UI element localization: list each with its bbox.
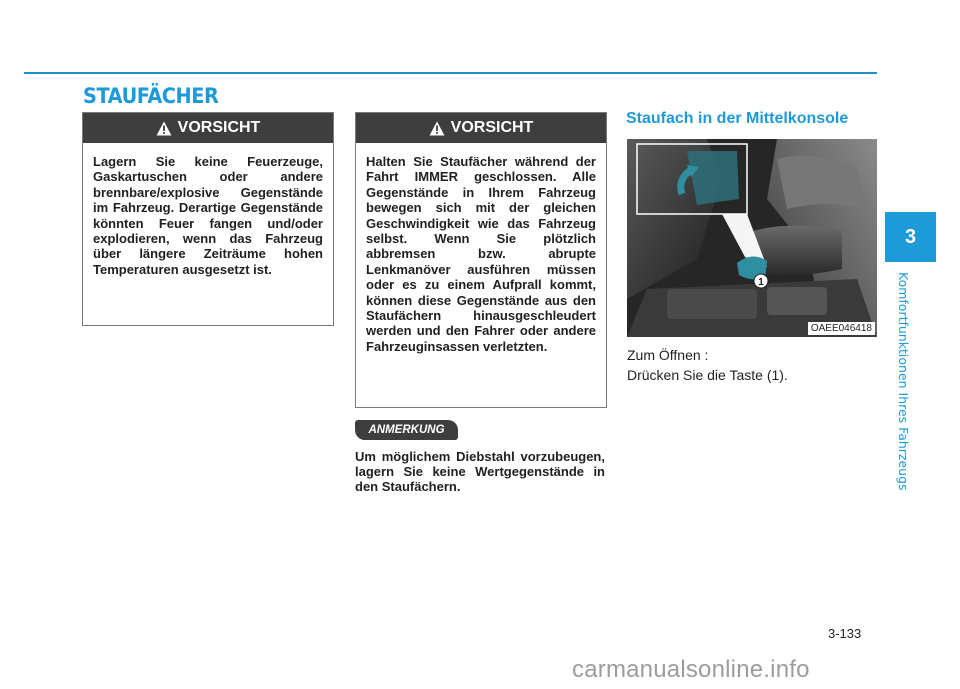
caution-header — [83, 113, 333, 143]
caution-box-fire-hazard — [82, 112, 334, 326]
instruction-text: Drücken Sie die Taste (1). — [627, 367, 788, 383]
page-number: 3-133 — [828, 626, 862, 641]
caution-header-label: VORSICHT — [450, 119, 534, 136]
warning-triangle-icon — [429, 121, 445, 136]
warning-triangle-icon — [156, 121, 172, 136]
chapter-number-tab: 3 — [885, 212, 936, 262]
caution-text: Lagern Sie keine Feuerzeuge, Gaskartuschen oder andere brennbare/explosive Gegenstände im Fahrzeug. Derartige Gegenstände könnten Feuer fangen und/oder explodieren, wenn das Fahrzeug über längere Zeiträume hohen Temperaturen ausgesetzt ist. — [93, 154, 323, 277]
section-title: STAUFÄCHER — [83, 84, 219, 108]
figure-code: OAEE046418 — [808, 322, 875, 335]
callout-number: 1 — [758, 277, 764, 288]
caution-header-label: VORSICHT — [177, 119, 261, 136]
caution-text: Halten Sie Staufächer während der Fahrt IMMER geschlossen. Alle Gegenstände in Ihrem Fahrzeug bewegen sich mit der gleichen Geschwindigkeit wie das Fahrzeug selbst. Wenn Sie plötzlich abbremsen bzw. abrupte Lenkmanöver ausführen müssen oder es zu einem Aufprall kommt, können diese Gegenstände aus den Staufächern hinausgeschleudert werden und den Fahrer oder andere Fahrzeuginsassen verletzten. — [366, 154, 596, 354]
center-console-photo — [627, 139, 877, 337]
caution-box-keep-closed — [355, 112, 607, 408]
top-divider-line — [24, 72, 877, 74]
caution-header — [356, 113, 606, 143]
note-badge: ANMERKUNG — [355, 420, 458, 440]
console-illustration — [627, 139, 877, 337]
center-console-heading: Staufach in der Mittelkonsole — [626, 110, 849, 127]
open-label: Zum Öffnen : — [627, 347, 709, 363]
chapter-title: Komfortfunktionen Ihres Fahrzeugs — [896, 272, 911, 491]
watermark: carmanualsonline.info — [572, 656, 810, 683]
note-text: Um möglichem Diebstahl vorzubeugen, lagern Sie keine Wertgegenstände in den Staufächern. — [355, 449, 605, 495]
